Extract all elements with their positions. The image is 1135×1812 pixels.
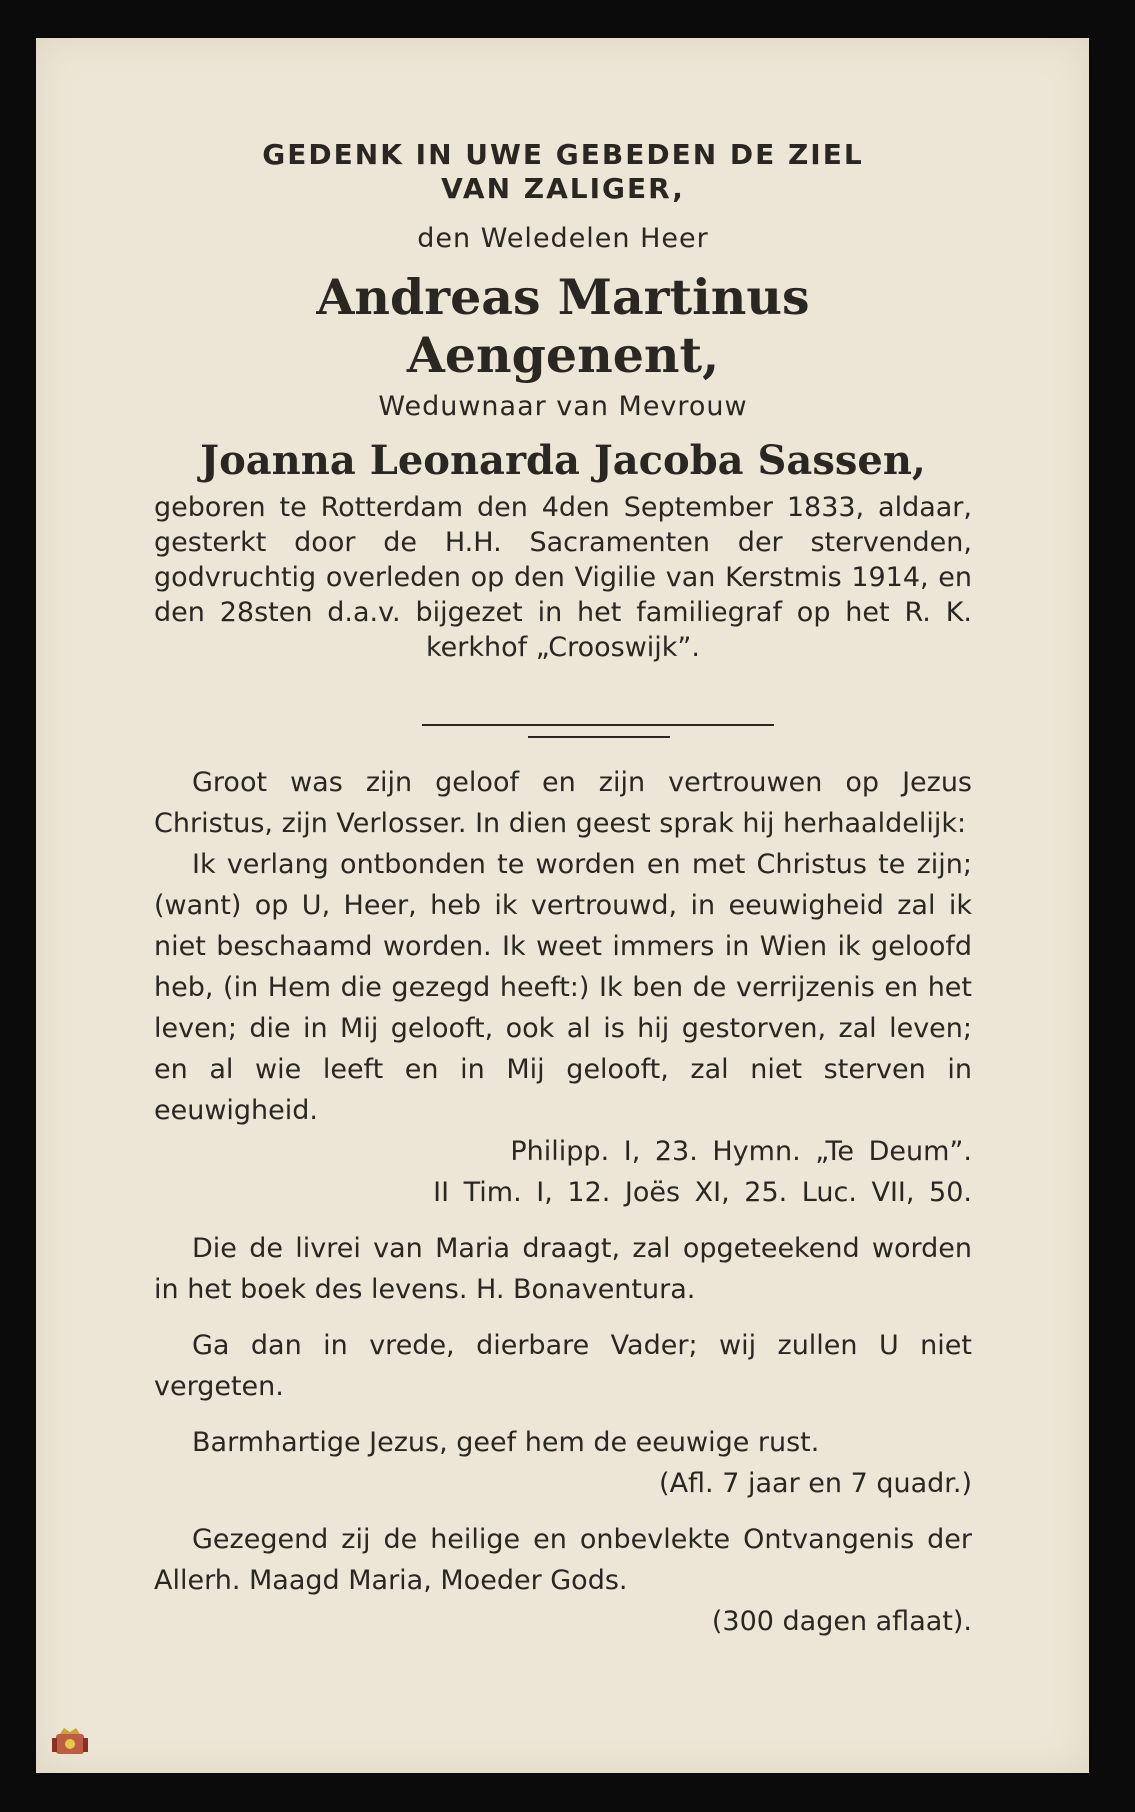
header-line-1: GEDENK IN UWE GEBEDEN DE ZIEL <box>262 138 864 171</box>
header-line-2: VAN ZALIGER, <box>441 172 685 205</box>
reference-line-2: II Tim. I, 12. Joës XI, 25. Luc. VII, 50. <box>433 1177 972 1208</box>
scripture-quote: Ik verlang ontbonden te worden en met Christus te zijn; (want) op U, Heer, heb ik vertrouwd, in eeuwigheid zal ik niet beschaamd worden. Ik weet immers in Wien ik geloofd heb, (in Hem die gezegd heeft:) Ik ben de verrijzenis en het leven; die in Mij gelooft, ook al is hij gestorven, zal leven; en al wie leeft en in Mij gelooft, zal niet sterven in eeuwigheid. <box>154 849 972 1126</box>
biography: geboren te Rotterdam den 4den September 1833, aldaar, gesterkt door de H.H. Sacramenten der stervenden, godvruchtig overleden op den Vigilie van Kerstmis 1914, en den 28sten d.a.v. bijgezet in het familiegraf op het R. K. kerkhof „Crooswijk”. <box>154 492 972 663</box>
mercy-prayer: Barmhartige Jezus, geef hem de eeuwige rust. <box>192 1427 820 1458</box>
prayer-card <box>36 38 1089 1773</box>
deceased-name: Andreas Martinus Aengenent, <box>316 268 810 384</box>
title-line: den Weledelen Heer <box>417 223 709 254</box>
faith-paragraph: Groot was zijn geloof en zijn vertrouwen op Jezus Christus, zijn Verlosser. In dien geest sprak hij herhaaldelijk: <box>154 767 972 839</box>
card-body <box>154 762 972 1642</box>
widower-line: Weduwnaar van Mevrouw <box>378 391 748 422</box>
divider-rule-short <box>528 736 670 738</box>
card-header <box>154 138 972 665</box>
immaculate-prayer: Gezegend zij de heilige en onbevlekte Ontvangenis der Allerh. Maagd Maria, Moeder Gods. <box>154 1524 972 1596</box>
bonaventura-paragraph: Die de livrei van Maria draagt, zal opgeteekend worden in het boek des levens. H. Bonaventura. <box>154 1233 972 1305</box>
crest-icon <box>50 1726 90 1758</box>
wife-name: Joanna Leonarda Jacoba Sassen, <box>200 437 926 484</box>
divider-rule-long <box>422 724 774 726</box>
reference-line-1: Philipp. I, 23. Hymn. „Te Deum”. <box>510 1136 972 1167</box>
farewell-paragraph: Ga dan in vrede, dierbare Vader; wij zullen U niet vergeten. <box>154 1330 972 1402</box>
indulgence-note-1: (Afl. 7 jaar en 7 quadr.) <box>659 1468 972 1499</box>
indulgence-note-2: (300 dagen aflaat). <box>711 1606 972 1637</box>
